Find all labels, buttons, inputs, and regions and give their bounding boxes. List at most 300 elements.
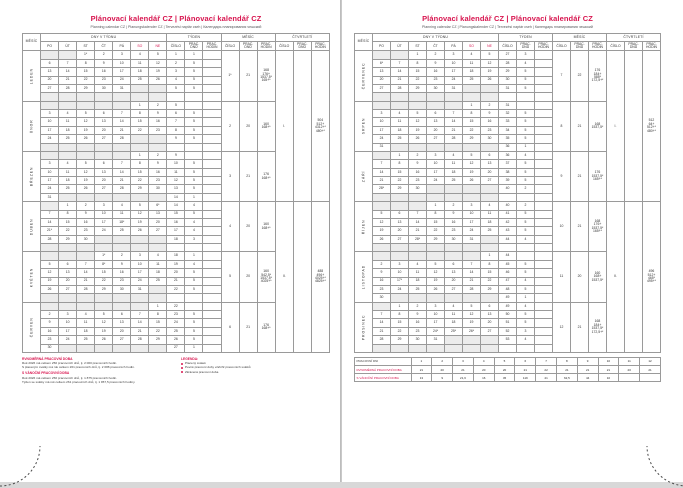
day-cell	[427, 193, 445, 201]
day-cell	[373, 244, 391, 252]
day-cell: 13	[373, 68, 391, 76]
day-cell: 16	[41, 327, 59, 335]
summary-value: 119	[515, 374, 536, 382]
day-cell: 30	[445, 235, 463, 243]
day-cell: 3	[113, 51, 131, 59]
day-cell: 2	[149, 151, 167, 159]
day-cell: 1	[409, 51, 427, 59]
day-cell: 2	[149, 101, 167, 109]
day-cell: 18	[481, 218, 499, 226]
week-work-days: 4	[517, 277, 535, 285]
day-cell: 7	[409, 210, 427, 218]
day-cell: 22	[463, 126, 481, 134]
day-cell: 19	[481, 68, 499, 76]
week-work-hours	[535, 252, 553, 260]
day-cell	[149, 84, 167, 92]
day-cell	[113, 235, 131, 243]
day-cell	[373, 101, 391, 109]
day-cell: 18	[59, 177, 77, 185]
month-work-hours: 176 1537,5* 165+*	[589, 151, 607, 201]
week-work-hours	[203, 76, 221, 84]
header-month-totals: MĚSÍC	[553, 34, 607, 42]
summary-value: 1	[411, 357, 432, 365]
day-cell	[463, 244, 481, 252]
day-cell: 19	[409, 126, 427, 134]
week-work-days: 5	[185, 160, 203, 168]
month-work-days: 21	[571, 302, 589, 352]
day-cell	[427, 93, 445, 101]
day-cell: 18	[409, 277, 427, 285]
summary-value: 45	[494, 374, 515, 382]
month-work-hours: 160 168+*	[257, 202, 275, 252]
day-cell: 19	[463, 168, 481, 176]
day-cell: 27	[373, 84, 391, 92]
week-number: 50	[499, 311, 517, 319]
day-cell: 9	[481, 110, 499, 118]
week-work-hours	[535, 344, 553, 352]
day-cell	[95, 294, 113, 302]
day-cell: 24	[41, 135, 59, 143]
day-cell: 6	[427, 110, 445, 118]
day-cell	[41, 93, 59, 101]
day-cell	[131, 244, 149, 252]
summary-value: 16	[473, 374, 494, 382]
day-cell: 8	[427, 210, 445, 218]
day-cell	[41, 294, 59, 302]
day-cell: 14	[59, 68, 77, 76]
month-label: SRPEN	[355, 101, 373, 151]
day-cell: 25	[391, 135, 409, 143]
footer-line-1: Rok 2026 má celkem 250 pracovních dnů, tj. 2 000 pracovních hodin.	[22, 361, 118, 366]
day-cell	[463, 193, 481, 201]
day-cell: 27	[445, 285, 463, 293]
week-work-days: 5	[517, 269, 535, 277]
header-dow-NE: NE	[149, 42, 167, 51]
day-cell	[481, 294, 499, 302]
day-cell: 14	[113, 168, 131, 176]
week-work-days: 3	[185, 235, 203, 243]
week-work-hours	[203, 193, 221, 201]
day-cell: 19	[77, 126, 95, 134]
day-cell	[463, 93, 481, 101]
day-cell	[409, 143, 427, 151]
day-cell	[77, 252, 95, 260]
month-work-hours: 168 176+ 1537,5* 165+*	[257, 51, 275, 101]
week-number: 13	[167, 185, 185, 193]
quarter-work-hours: 488 496+ 4025+* 4825+*	[311, 202, 329, 353]
day-cell	[391, 143, 409, 151]
day-cell: 24	[445, 76, 463, 84]
header-work-hours: PRAC. HODIN	[311, 42, 329, 51]
day-cell: 30	[373, 294, 391, 302]
day-cell: 8	[481, 260, 499, 268]
day-cell: 16	[149, 118, 167, 126]
day-cell: 18	[59, 126, 77, 134]
day-cell: 13	[481, 160, 499, 168]
day-cell: 16	[481, 118, 499, 126]
page-subtitle-left: Planning calendar CZ | Planungskalender CZ | Tervezési naptár cseh | Календарь планирования чешский	[90, 25, 262, 29]
week-work-days: 5	[185, 285, 203, 293]
month-work-hours: 160 542,5* 1537,5* 4025+*	[257, 252, 275, 302]
day-cell: 13	[391, 218, 409, 226]
day-cell: 31	[131, 285, 149, 293]
week-work-days: 1	[185, 252, 203, 260]
week-work-days: 2	[517, 185, 535, 193]
week-number: 3	[167, 68, 185, 76]
week-work-hours	[203, 110, 221, 118]
week-work-days: 5	[185, 311, 203, 319]
day-cell: 3	[427, 151, 445, 159]
month-work-days: 20	[239, 252, 257, 302]
day-cell: 29	[391, 336, 409, 344]
day-cell: 19	[427, 277, 445, 285]
header-dow-PO: PO	[373, 42, 391, 51]
week-work-days: 4	[185, 227, 203, 235]
day-cell: 13	[113, 319, 131, 327]
week-work-hours	[203, 101, 221, 109]
week-work-days: 5	[517, 227, 535, 235]
day-cell: 28	[463, 285, 481, 293]
week-work-hours	[203, 244, 221, 252]
week-work-days	[517, 193, 535, 201]
day-cell	[113, 93, 131, 101]
week-work-days: 4	[517, 302, 535, 310]
day-cell	[391, 244, 409, 252]
day-cell: 18	[445, 168, 463, 176]
day-cell: 17	[131, 269, 149, 277]
day-cell: 23	[481, 126, 499, 134]
day-cell: 3	[463, 202, 481, 210]
week-number	[499, 244, 517, 252]
day-cell: 27	[427, 135, 445, 143]
summary-value: 8	[556, 357, 577, 365]
day-cell	[41, 151, 59, 159]
day-cell: 2	[113, 252, 131, 260]
header-month: MĚSÍC	[23, 34, 41, 51]
day-cell	[409, 252, 427, 260]
day-cell: 28	[113, 135, 131, 143]
week-work-hours	[535, 51, 553, 59]
day-cell: 26	[41, 285, 59, 293]
summary-value: 2	[432, 357, 453, 365]
week-work-hours	[535, 311, 553, 319]
summary-value: 10	[598, 357, 619, 365]
day-cell: 30	[409, 336, 427, 344]
week-work-days: 5	[185, 135, 203, 143]
day-cell	[373, 193, 391, 201]
day-cell	[41, 202, 59, 210]
day-cell: 22	[131, 126, 149, 134]
day-cell: 12	[481, 59, 499, 67]
day-cell: 31	[445, 84, 463, 92]
day-cell	[77, 244, 95, 252]
day-cell: 1	[131, 151, 149, 159]
summary-value: 11	[619, 357, 640, 365]
week-work-days: 5	[517, 68, 535, 76]
week-number: 32	[499, 110, 517, 118]
footer-line-4: Týden se svátky má rok celkem 261 pracovních dnů, tj. 1 957,5 pracovních hodiny.	[22, 379, 136, 384]
week-work-hours	[203, 260, 221, 268]
week-number: 52	[499, 327, 517, 335]
month-number: 5	[221, 252, 239, 302]
header-dow-PO: PO	[41, 42, 59, 51]
day-cell	[59, 101, 77, 109]
summary-value: 21	[515, 366, 536, 374]
day-cell	[149, 93, 167, 101]
month-work-days: 21	[239, 51, 257, 101]
header-work-days: PRAC. DNŮ	[517, 42, 535, 51]
week-work-hours	[535, 269, 553, 277]
day-cell: 6	[391, 210, 409, 218]
day-cell: 4	[481, 202, 499, 210]
day-cell: 23	[77, 227, 95, 235]
day-cell: 6	[95, 110, 113, 118]
day-cell	[391, 101, 409, 109]
day-cell: 17	[463, 218, 481, 226]
month-number: 11	[553, 252, 571, 302]
table-row	[23, 51, 330, 59]
quarter-number: I.	[607, 51, 625, 202]
summary-value: 41	[536, 374, 557, 382]
day-cell: 13	[95, 118, 113, 126]
day-cell: 28	[445, 135, 463, 143]
week-number: 40	[499, 185, 517, 193]
day-cell	[463, 143, 481, 151]
day-cell	[391, 202, 409, 210]
summary-value: 20	[473, 366, 494, 374]
day-cell: 10	[463, 210, 481, 218]
day-cell: 14	[391, 68, 409, 76]
week-work-hours	[203, 344, 221, 352]
week-work-hours	[535, 143, 553, 151]
day-cell: 9	[409, 160, 427, 168]
month-work-hours: 168 184+ 1537,5* 172,5+*	[589, 302, 607, 352]
summary-row	[355, 366, 661, 374]
day-cell	[427, 143, 445, 151]
day-cell: 23	[95, 76, 113, 84]
day-cell: 7	[373, 311, 391, 319]
day-cell: 15	[131, 118, 149, 126]
day-cell: 25	[463, 76, 481, 84]
week-work-hours	[203, 202, 221, 210]
day-cell: 16	[445, 218, 463, 226]
day-cell: 8	[131, 160, 149, 168]
day-cell: 16	[409, 168, 427, 176]
header-work-days: PRAC. DNŮ	[625, 42, 643, 51]
day-cell: 18	[149, 269, 167, 277]
day-cell: 30	[113, 285, 131, 293]
week-work-hours	[203, 135, 221, 143]
week-work-hours	[535, 327, 553, 335]
day-cell: 17	[95, 218, 113, 226]
day-cell: 22	[149, 327, 167, 335]
day-cell	[149, 294, 167, 302]
day-cell: 28	[373, 336, 391, 344]
day-cell	[59, 244, 77, 252]
month-work-hours: 176 168+*	[257, 151, 275, 201]
day-cell: 12	[131, 210, 149, 218]
day-cell	[59, 252, 77, 260]
week-work-days: 5	[517, 76, 535, 84]
summary-value: 6	[515, 357, 536, 365]
legend-item-1: Pevně pracovní doby v/ahrňť pracovních svátků	[185, 365, 251, 370]
day-cell: 30	[427, 84, 445, 92]
day-cell	[373, 202, 391, 210]
week-number: 24	[167, 319, 185, 327]
week-work-days: 5	[517, 118, 535, 126]
day-cell: 23	[149, 177, 167, 185]
day-cell: 2	[427, 51, 445, 59]
table-row	[355, 202, 661, 210]
header-dow-NE: NE	[481, 42, 499, 51]
week-number: 31	[499, 84, 517, 92]
summary-label: PRACOVNÍ DNI	[355, 357, 412, 365]
day-cell: 21*	[41, 227, 59, 235]
week-work-days	[185, 302, 203, 310]
week-work-days: 5	[185, 126, 203, 134]
day-cell	[149, 193, 167, 201]
day-cell: 24	[131, 277, 149, 285]
day-cell	[481, 235, 499, 243]
day-cell: 30	[481, 135, 499, 143]
week-work-hours	[535, 260, 553, 268]
day-cell	[481, 244, 499, 252]
day-cell: 26	[409, 135, 427, 143]
day-cell: 2	[481, 101, 499, 109]
week-work-days: 1	[185, 51, 203, 59]
summary-table	[354, 357, 661, 383]
week-number: 51	[499, 319, 517, 327]
summary-value: 44	[577, 374, 598, 382]
day-cell: 21	[113, 177, 131, 185]
quarter-number: II.	[275, 202, 293, 353]
day-cell: 9	[149, 160, 167, 168]
week-work-hours	[535, 93, 553, 101]
day-cell: 3	[41, 160, 59, 168]
header-dow-PÁ: PÁ	[113, 42, 131, 51]
day-cell	[59, 344, 77, 352]
summary-value	[640, 374, 661, 382]
day-cell: 26	[95, 336, 113, 344]
day-cell: 17	[373, 126, 391, 134]
day-cell: 31	[113, 84, 131, 92]
day-cell: 17	[427, 168, 445, 176]
legend-item-2: Zkrácená pracovní doba	[185, 369, 219, 374]
day-cell	[463, 344, 481, 352]
day-cell: 17	[113, 68, 131, 76]
week-number: 6	[167, 110, 185, 118]
week-number: 43	[499, 227, 517, 235]
month-work-days: 22	[571, 51, 589, 101]
day-cell	[131, 294, 149, 302]
day-cell	[59, 51, 77, 59]
week-work-days: 5	[517, 126, 535, 134]
day-cell: 14	[373, 168, 391, 176]
day-cell	[391, 193, 409, 201]
day-cell: 29	[481, 285, 499, 293]
day-cell: 8	[409, 59, 427, 67]
week-number: 22	[167, 302, 185, 310]
day-cell: 11	[409, 269, 427, 277]
month-work-hours: 176 168+*	[257, 302, 275, 352]
header-dow-SO: SO	[463, 42, 481, 51]
day-cell: 14	[131, 319, 149, 327]
week-work-days	[185, 143, 203, 151]
header-work-days: PRAC. DNŮ	[239, 42, 257, 51]
day-cell	[409, 344, 427, 352]
day-cell: 4	[131, 51, 149, 59]
day-cell	[149, 244, 167, 252]
day-cell: 9	[113, 260, 131, 268]
day-cell: 19	[373, 227, 391, 235]
week-work-days: 5	[517, 135, 535, 143]
week-number: 21	[167, 277, 185, 285]
header-number: ČÍSLO	[499, 42, 517, 51]
day-cell: 8	[77, 59, 95, 67]
day-cell: 29	[59, 235, 77, 243]
day-cell: 18	[77, 327, 95, 335]
day-cell: 12	[427, 269, 445, 277]
week-work-days: 5	[517, 177, 535, 185]
day-cell: 26*	[463, 327, 481, 335]
week-number: 33	[499, 118, 517, 126]
header-number: ČÍSLO	[553, 42, 571, 51]
week-work-hours	[203, 327, 221, 335]
day-cell: 24	[427, 177, 445, 185]
quarter-work-hours: 496 512+ 465* 495+*	[643, 202, 661, 353]
summary-value: 13	[411, 374, 432, 382]
day-cell: 14	[77, 269, 95, 277]
day-cell: 27	[391, 235, 409, 243]
week-number: 35	[499, 135, 517, 143]
day-cell: 30	[77, 235, 95, 243]
summary-value: 3	[453, 357, 474, 365]
week-number	[499, 193, 517, 201]
week-number: 44	[499, 252, 517, 260]
month-label: ČERVENEC	[355, 51, 373, 101]
summary-value: 5	[494, 357, 515, 365]
week-number: 39	[499, 177, 517, 185]
month-number: 4	[221, 202, 239, 252]
day-cell: 18	[131, 68, 149, 76]
day-cell	[409, 202, 427, 210]
day-cell: 27	[95, 185, 113, 193]
week-number: 44	[499, 235, 517, 243]
week-number: 8	[167, 126, 185, 134]
header-days-of-week: DNY V TÝDNU	[373, 34, 499, 42]
week-work-days: 5	[185, 327, 203, 335]
day-cell: 7	[41, 210, 59, 218]
day-cell: 11	[77, 319, 95, 327]
quarter-number: II.	[607, 202, 625, 353]
week-work-days: 1	[517, 143, 535, 151]
day-cell	[95, 244, 113, 252]
day-cell: 26	[131, 227, 149, 235]
month-label: ŘÍJEN	[355, 202, 373, 252]
footer-heading-2: S VÁNOČNÍ PRACOVNÍ DOBA	[22, 371, 70, 376]
day-cell	[41, 252, 59, 260]
month-number: 12	[553, 302, 571, 352]
month-label: ČERVEN	[23, 302, 41, 352]
day-cell: 25	[59, 185, 77, 193]
day-cell: 19	[463, 319, 481, 327]
month-work-hours: 168 176+ 1537,5* 165+*	[589, 202, 607, 252]
header-number: ČÍSLO	[221, 42, 239, 51]
month-work-days: 21	[571, 101, 589, 151]
week-work-hours	[203, 160, 221, 168]
day-cell: 29	[149, 336, 167, 344]
week-work-hours	[535, 218, 553, 226]
